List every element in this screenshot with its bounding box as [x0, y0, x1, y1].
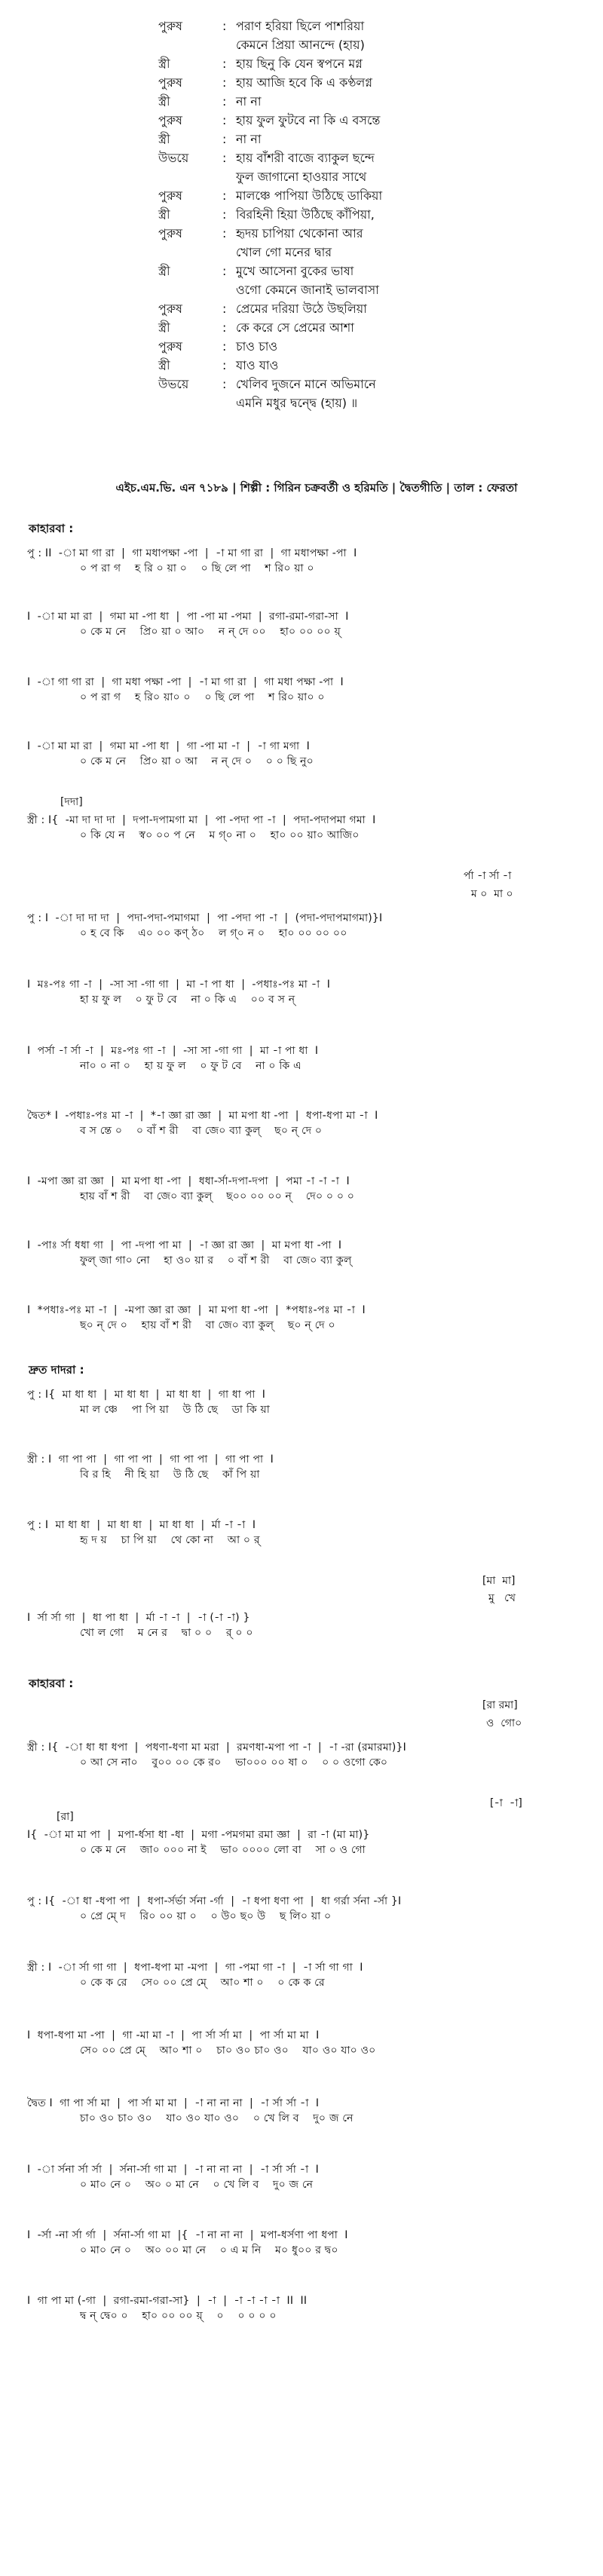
notation-bar: স্ত্রী : I{ -া ধা ধা ধপা | পধণা-ধণা মা মরা | রমণধা-মপা পা -া | -া -রা (রমারমা)}I ০ আ সে না০ বু০০ ০০ কে র০ ভা০০০ ০০ ষা ০ ০ ০ ওগো কে০: [27, 1741, 406, 1769]
notation-bar: I -পাঃ র্সা ধধা গা | পা -দপা পা মা | -া জ্ঞা রা জ্ঞা | মা মপা ধা -পা I ফুল্ জা গা০ নো হা ও০ য়া র ০ বাঁ শ রী বা জে০ ব্যা কুল্: [27, 1239, 352, 1267]
notation-bar: I মঃ-পঃ গা -া | -সা সা -গা গা | মা -া পা ধা | -পধাঃ-পঃ মা -া I হা য় ফু ল ০ ফু ট বে না ০ কি এ ০০ ব স ন্: [27, 979, 331, 1006]
annotation: র্পা -া র্সা -া: [464, 870, 512, 882]
notation-bar: দ্বৈত* I -পধাঃ-পঃ মা -া | *-া জ্ঞা রা জ্ঞা | মা মপা ধা -পা | ধপা-ধপা মা -া I ব স ন্তে ০ ০ বাঁ শ রী বা জে০ ব্যা কুল্ ছ০ ন্ দে ০: [27, 1110, 378, 1137]
annotation: [রা]: [57, 1811, 74, 1823]
notation-bar: I -া গা গা রা | গা মধা পক্ষা -পা | -া মা গা রা | গা মধা পক্ষা -পা I ০ প রা গ হ রি০ য়া০ ০ ০ ছি লে পা শ রি০ য়া০ ০: [27, 676, 344, 703]
notation-bar: I{ -া মা মা পা | মপা-র্ধসা ধা -ধা | মগা -পমগমা রমা জ্ঞা | রা -া (মা মা)} ০ কে ম নে জা০ ০০০ না ই ভা০ ০০০০ লো বা সা ০ ও গো: [27, 1829, 370, 1856]
section-label-kaharba-2: কাহারবা :: [29, 1677, 74, 1690]
notation-bar: দ্বৈত I গা পা র্সা মা | পা র্সা মা মা | -া না না না | -া র্সা র্সা -া I চা০ ও০ চা০ ও০ যা০ ও০ যা০ ও০ ০ খে লি ব দু০ জ নে: [27, 2097, 354, 2124]
dialogue-line: পুরুষ : হায় ফুল ফুটবে না কি এ বসন্তে: [158, 113, 381, 127]
record-info: এইচ.এম.ভি. এন ৭১৮৯ | শিল্পী : গিরিন চক্রবর্তী ও হরিমতি | দ্বৈতগীতি | তাল : ফেরতা: [115, 481, 518, 495]
dialogue-line: স্ত্রী : না না: [158, 132, 262, 146]
annotation: [-া -া]: [490, 1797, 522, 1809]
dialogue-line: উভয়ে : খেলিব দুজনে মানে অভিমানে: [158, 377, 376, 391]
lyrics-dialogue: [158, 17, 580, 412]
notation-bar: পু : I মা ধা ধা | মা ধা ধা | মা ধা ধা | র্মা -া -া I হৃ দ য় চা পি য়া থে কো না আ ০ র্: [27, 1519, 260, 1546]
dialogue-line: স্ত্রী : না না: [158, 94, 262, 109]
dialogue-line: ওগো কেমনে জানাই ভালবাসা: [236, 283, 379, 297]
section-label-drut-dadra: দ্রুত দাদরা :: [29, 1363, 84, 1377]
dialogue-line: পুরুষ : চাও চাও: [158, 339, 278, 354]
dialogue-line: ফুল জাগানো হাওয়ার সাথে: [236, 170, 367, 184]
dialogue-line: স্ত্রী : কে করে সে প্রেমের আশা: [158, 320, 354, 335]
dialogue-line: পুরুষ : হায় আজি হবে কি এ কণ্ঠলগ্ন: [158, 75, 372, 90]
annotation: ও গো০: [486, 1717, 522, 1729]
dialogue-line: পুরুষ : হৃদয় চাপিয়া থেকোনা আর: [158, 226, 363, 240]
notation-bar: I পর্সা -া র্সা -া | মঃ-পঃ গা -া | -সা সা -গা গা | মা -া পা ধা I না০ ০ না ০ হা য় ফু ল ০ ফু ট বে না ০ কি এ: [27, 1045, 319, 1072]
notation-bar: পু : I{ -া ধা -ধপা পা | ধপা-র্সর্ভা র্সনা -র্গা | -া ধপা ধণা পা | ধা গর্রা র্সনা -র্সা }I ০ প্রে মে্ দ রি০ ০০ য়া ০ ০ উ০ ছ০ উ ছ লি০ য়া ০: [27, 1895, 402, 1922]
notation-bar: পু : II -া মা গা রা | গা মধাপক্ষা -পা | -া মা গা রা | গা মধাপক্ষা -পা I ০ প রা গ হ রি ০ য়া ০ ০ ছি লে পা শ রি০ য়া ০: [27, 547, 357, 574]
notation-bar: স্ত্রী : I{ -মা দা দা দা | দপা-দপামগা মা | পা -পদা পা -া | পদা-পদাপমা গমা I ০ কি যে ন স্ব০ ০০ প নে ম গ্০ না ০ হা০ ০০ য়া০ আজি০: [27, 814, 376, 841]
dialogue-line: পুরুষ : মালঞ্চে পাপিয়া উঠিছে ডাকিয়া: [158, 188, 383, 203]
notation-bar: I ধপা-ধপা মা -পা | গা -মা মা -া | পা র্সা র্সা মা | পা র্সা মা মা I সে০ ০০ প্রে মে্ আ০ শা ০ চা০ ও০ চা০ ও০ যা০ ও০ যা০ ও০: [27, 2029, 376, 2057]
dialogue-line: পুরুষ : প্রেমের দরিয়া উঠে উছলিয়া: [158, 302, 367, 316]
notation-bar: I র্সা র্সা গা | ধা পা ধা | র্মা -া -া | -া (-া -া) } খো ল গো ম নে র দ্বা ০ ০ র্ ০ ০: [27, 1612, 253, 1639]
notation-bar: I -া মা মা রা | গমা মা -পা ধা | পা -পা মা -পমা | রগা-রমা-গরা-সা I ০ কে ম নে প্রি০ য়া ০ আ০ ন ন্ দে ০০ হা০ ০০ ০০ য়্: [27, 611, 349, 638]
dialogue-line: স্ত্রী : মুখে আসেনা বুকের ভাষা: [158, 264, 354, 278]
notation-bar: I -া মা মা রা | গমা মা -পা ধা | গা -পা মা -া | -া গা মগা I ০ কে ম নে প্রি০ য়া ০ আ ন ন্ দে ০ ০ ০ ছি নু০: [27, 740, 314, 767]
notation-bar: I গা পা মা (-গা | রগা-রমা-গরা-সা} | -া | -া -া -া -া II II দ্ব ন্ দ্বে০ ০ হা০ ০০ ০০ য়্ ০ ০ ০ ০ ০: [27, 2295, 308, 2322]
notation-bar: I -া র্সনা র্সা র্সা | র্সনা-র্সা গা মা | -া না না না | -া র্সা র্সা -া I ০ মা০ নে ০ অ০ ০ মা নে ০ খে লি ব দু০ জ নে: [27, 2164, 319, 2191]
dialogue-line: স্ত্রী : বিরহিনী হিয়া উঠিছে কাঁপিয়া,: [158, 207, 375, 222]
annotation: [দদা]: [60, 796, 83, 808]
annotation: [মা মা]: [482, 1575, 516, 1587]
notation-bar: I *পধাঃ-পঃ মা -া | -মপা জ্ঞা রা জ্ঞা | মা মপা ধা -পা | *পধাঃ-পঃ মা -া I ছ০ ন্ দে ০ হায় বাঁ শ রী বা জে০ ব্যা কুল্ ছ০ ন্ দে ০: [27, 1304, 366, 1331]
annotation: [রা রমা]: [482, 1699, 518, 1711]
notation-bar: স্ত্রী : I -া র্সা গা গা | ধপা-ধপা মা -মপা | গা -পমা গা -া | -া র্সা গা গা I ০ কে ক রে সে০ ০০ প্রে মে্ আ০ শা ০ ০ কে ক রে: [27, 1962, 363, 1989]
notation-bar: পু : I{ মা ধা ধা | মা ধা ধা | মা ধা ধা | গা ধা পা I মা ল ঞ্চে পা পি য়া উ ঠি ছে ডা কি য়া: [27, 1389, 270, 1416]
dialogue-line: স্ত্রী : হায় ছিনু কি যেন স্বপনে মগ্ন: [158, 57, 363, 71]
notation-bar: স্ত্রী : I গা পা পা | গা পা পা | গা পা পা | গা পা পা I বি র হি নী হি য়া উ ঠি ছে কাঁ পি য়া: [27, 1453, 274, 1481]
dialogue-line: খোল গো মনের দ্বার: [236, 245, 332, 259]
dialogue-line: পুরুষ : পরাণ হরিয়া ছিলে পাশরিয়া: [158, 19, 365, 33]
annotation: মু খে: [488, 1592, 516, 1604]
dialogue-line: উভয়ে : হায় বাঁশরী বাজে ব্যাকুল ছন্দে: [158, 151, 375, 165]
section-label-kaharba: কাহারবা :: [29, 522, 74, 535]
notation-bar: পু : I -া দা দা দা | পদা-পদা-পমাগমা | পা -পদা পা -া | (পদা-পদাপমাগমা)}I ০ হ বে কি এ০ ০০ কণ্ ঠ০ ল গ্০ ন ০ হা০ ০০ ০০ ০০: [27, 912, 383, 939]
notation-bar: I -র্সা -না র্সা র্গা | র্সনা-র্সা গা মা |{ -া না না না | মপা-ধর্সণা পা ধপা I ০ মা০ নে ০ অ০ ০০ মা নে ০ এ ম নি ম০ ধু০০ র দ্ব০: [27, 2229, 348, 2256]
annotation: ম ০ মা ০: [471, 888, 513, 900]
dialogue-line: স্ত্রী : যাও যাও: [158, 358, 279, 372]
dialogue-line: কেমনে প্রিয়া আনন্দে (হায়): [236, 38, 365, 52]
notation-bar: I -মপা জ্ঞা রা জ্ঞা | মা মপা ধা -পা | ধধা-র্সা-দপা-দপা | পমা -া -া -া I হায় বাঁ শ রী বা জে০ ব্যা কুল্ ছ০০ ০০ ০০ ন্ দে০ ০ ০ ০: [27, 1175, 355, 1202]
dialogue-line: এমনি মধুর দ্বন্দ্বে (হায়) ॥: [236, 396, 358, 410]
